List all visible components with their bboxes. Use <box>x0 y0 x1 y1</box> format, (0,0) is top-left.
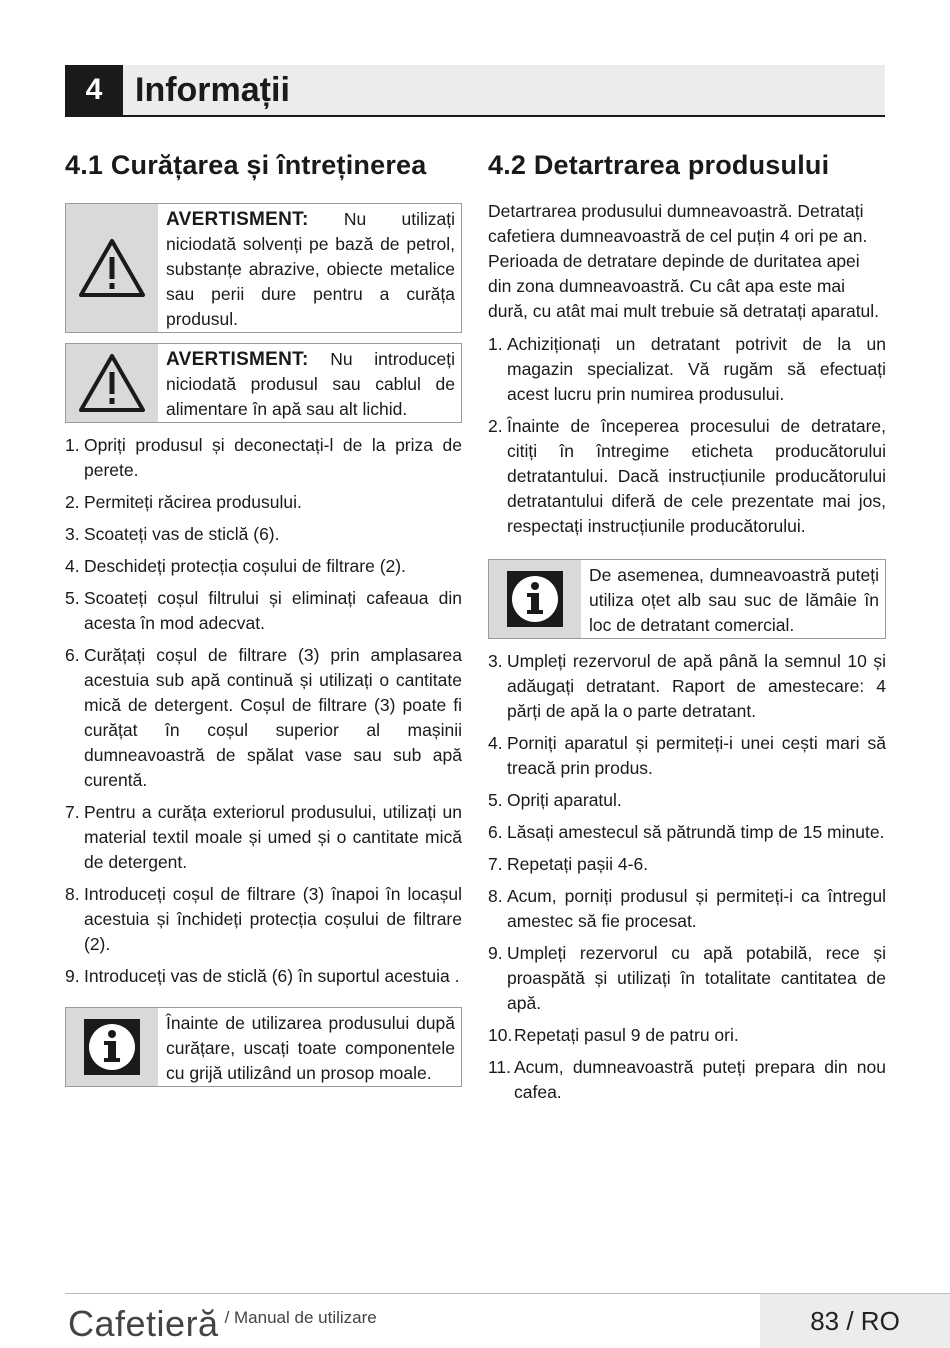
warning-triangle-icon <box>66 204 158 332</box>
list-item: 11. Acum, dumneavoastră puteți prepara din nou cafea. <box>488 1057 886 1102</box>
list-item: 3. Umpleți rezervorul de apă până la semnul 10 și adăugați detratant. Raport de amestecare: 4 părți de apă la o parte detratant. <box>488 651 886 721</box>
warning-box <box>65 203 462 333</box>
info-text: Înainte de utilizarea produsului după curățare, uscați toate componentele cu grijă utilizând un prosop moale. <box>166 1013 455 1083</box>
warning-triangle-icon <box>66 344 158 422</box>
list-item: 1. Opriți produsul și deconectați-l de la priza de perete. <box>65 435 462 480</box>
warning-text: Nu utilizați niciodată solvenți pe bază de petrol, substanțe abrazive, obiecte metalice sau perii dure pentru a curăța produsul. <box>166 209 455 329</box>
info-box <box>488 559 886 639</box>
warning-text: Nu introduceți niciodată produsul sau cablul de alimentare în apă sau alt lichid. <box>166 349 455 419</box>
section-heading-descaling: 4.2 Detartrarea produsului <box>488 150 830 180</box>
warning-box <box>65 343 462 423</box>
list-item: 8. Acum, porniți produsul și permiteți-i ca întregul amestec să fie procesat. <box>488 886 886 931</box>
list-item: 6. Lăsați amestecul să pătrundă timp de 15 minute. <box>488 822 885 842</box>
chapter-title: Informații <box>135 71 290 109</box>
right-column <box>488 150 886 1112</box>
list-item: 10. Repetați pasul 9 de patru ori. <box>488 1025 739 1045</box>
warning-label: AVERTISMENT: <box>166 349 309 370</box>
list-item: 9. Umpleți rezervorul cu apă potabilă, rece și proaspătă și utilizați în totalitate cantitatea de apă. <box>488 943 886 1013</box>
list-item: 3. Scoateți vas de sticlă (6). <box>65 524 280 544</box>
descaling-steps <box>488 332 886 539</box>
list-item: 5. Scoateți coșul filtrului și eliminați cafeaua din acesta în mod adecvat. <box>65 588 462 633</box>
list-item: 4. Deschideți protecția coșului de filtrare (2). <box>65 556 406 576</box>
list-item: 1. Achiziționați un detratant potrivit de la un magazin specializat. Vă rugăm să efectuați acest lucru prin numirea produsului. <box>488 334 886 404</box>
list-item: 2. Înainte de începerea procesului de detratare, citiți în întregime eticheta producătorului detratantului. Dacă instrucțiunile producătorului detratantului diferă de cele prezentate mai jos, respectați instrucțiunile producătorului. <box>488 416 886 536</box>
left-column <box>65 150 462 1097</box>
page-number: 83 / RO <box>760 1294 950 1348</box>
cleaning-steps <box>65 433 462 989</box>
list-item: 7. Pentru a curăța exteriorul produsului, utilizați un material textil moale și umed și o cantitate mică de detergent. <box>65 802 462 872</box>
chapter-number: 4 <box>65 65 123 115</box>
info-text: De asemenea, dumneavoastră puteți utiliza oțet alb sau suc de lămâie în loc de detratant comercial. <box>589 565 879 635</box>
footer-title <box>68 1300 377 1348</box>
chapter-header <box>65 65 885 117</box>
list-item: 7. Repetați pașii 4-6. <box>488 854 649 874</box>
intro-paragraph: Detartrarea produsului dumneavoastră. Detratați cafetiera dumneavoastră de cel puțin 4 ori pe an. Perioada de detratare depinde de duritatea apei din zona dumneavoastră. Cu cât apa este mai dură, cu atât mai mult trebuie să detratați aparatul. <box>488 201 880 321</box>
footer-brand: Cafetieră <box>68 1303 219 1344</box>
footer-subtitle: / Manual de utilizare <box>224 1308 377 1327</box>
list-item: 4. Porniți aparatul și permiteți-i unei cești mari să treacă prin produs. <box>488 733 886 778</box>
list-item: 6. Curățați coșul de filtrare (3) prin amplasarea acestuia sub apă continuă și utilizați o cantitate mică de detergent. Coșul de filtrare (3) poate fi curățat în coșul superior al mașinii dumneavoastră de spălat vase sau sub apă curentă. <box>65 645 462 790</box>
info-icon <box>66 1008 158 1086</box>
info-box <box>65 1007 462 1087</box>
list-item: 2. Permiteți răcirea produsului. <box>65 492 302 512</box>
descaling-steps-continued <box>488 649 886 1105</box>
info-icon <box>489 560 581 638</box>
warning-label: AVERTISMENT: <box>166 209 309 230</box>
list-item: 8. Introduceți coșul de filtrare (3) înapoi în locașul acestuia și închideți protecția coșului de filtrare (2). <box>65 884 462 954</box>
list-item: 5. Opriți aparatul. <box>488 790 622 810</box>
list-item: 9. Introduceți vas de sticlă (6) în suportul acestuia . <box>65 966 460 986</box>
section-heading-cleaning: 4.1 Curățarea și întreținerea <box>65 150 427 180</box>
